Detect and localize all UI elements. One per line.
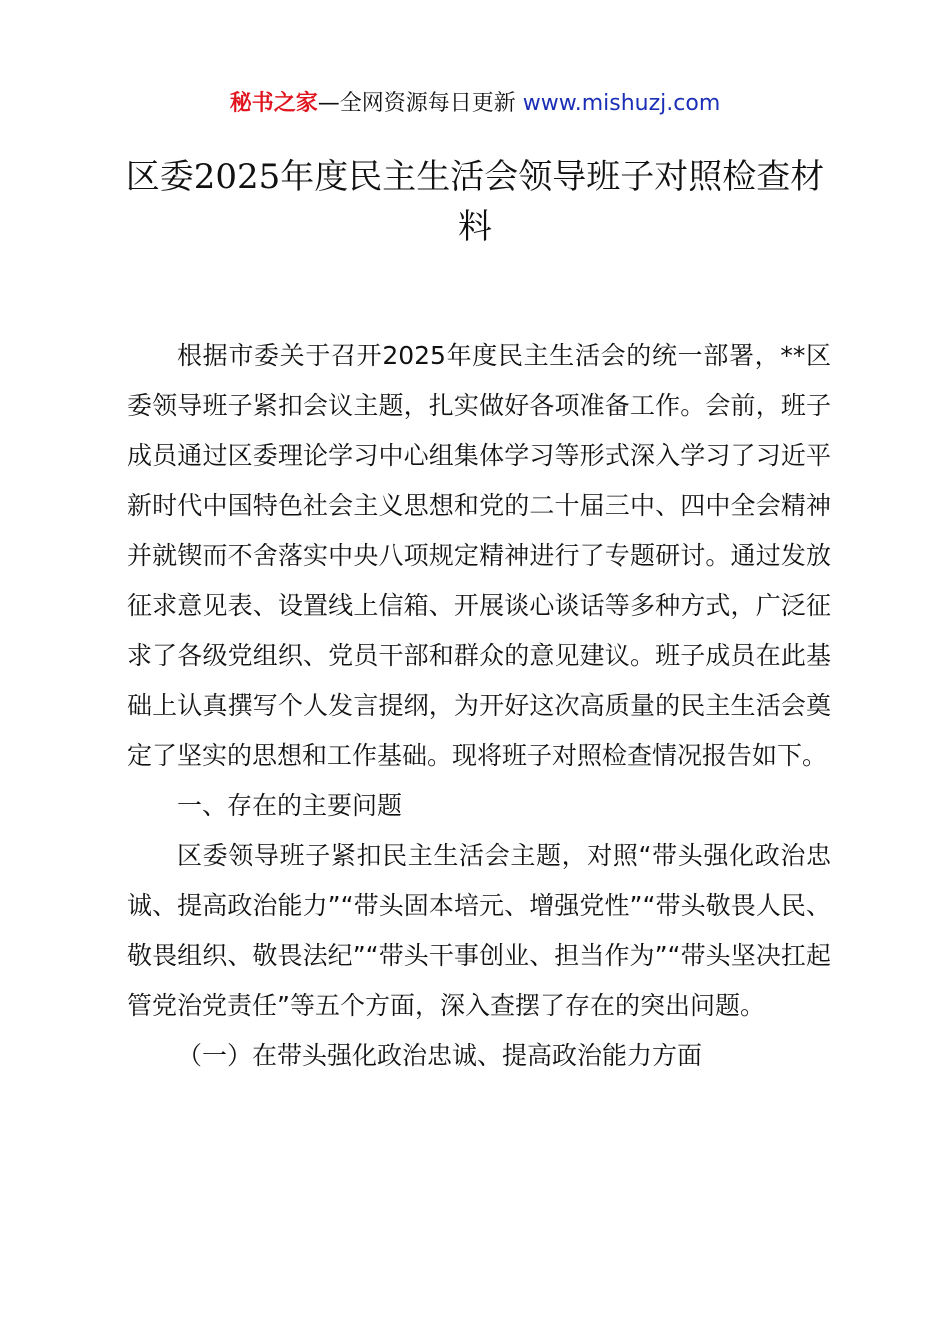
section-heading-1: 一、存在的主要问题 [177, 791, 403, 820]
subsection-heading-1: （一）在带头强化政治忠诚、提高政治能力方面 [177, 1041, 703, 1070]
intro-paragraph: 根据市委关于召开2025年度民主生活会的统一部署，**区委领导班子紧扣会议主题，扎实做好各项准备工作。会前，班子成员通过区委理论学习中心组集体学习等形式深入学习了习近平新时代中国特色社会主义思想和党的二十届三中、四中全会精神并就锲而不舍落实中央八项规定精神进行了专题研讨。通过发放征求意见表、设置线上信箱、开展谈心谈话等多种方式，广泛征求了各级党组织、党员干部和群众的意见建议。班子成员在此基础上认真撰写个人发言提纲，为开好这次高质量的民主生活会奠定了坚实的思想和工作基础。现将班子对照检查情况报告如下。 [127, 341, 831, 770]
site-url-link[interactable]: www.mishuzj.com [522, 91, 721, 116]
site-header [0, 88, 950, 120]
section-paragraph: 区委领导班子紧扣民主生活会主题，对照“带头强化政治忠诚、提高政治能力”“带头固本培元、增强党性”“带头敬畏人民、敬畏组织、敬畏法纪”“带头干事创业、担当作为”“带头坚决扛起管党治党责任”等五个方面，深入查摆了存在的突出问题。 [127, 841, 831, 1020]
header-tagline: —全网资源每日更新 [317, 91, 523, 116]
brand-name: 秘书之家 [229, 91, 318, 116]
document-title: 区委2025年度民主生活会领导班子对照检查材料 [125, 157, 825, 247]
document-body [127, 331, 831, 1081]
